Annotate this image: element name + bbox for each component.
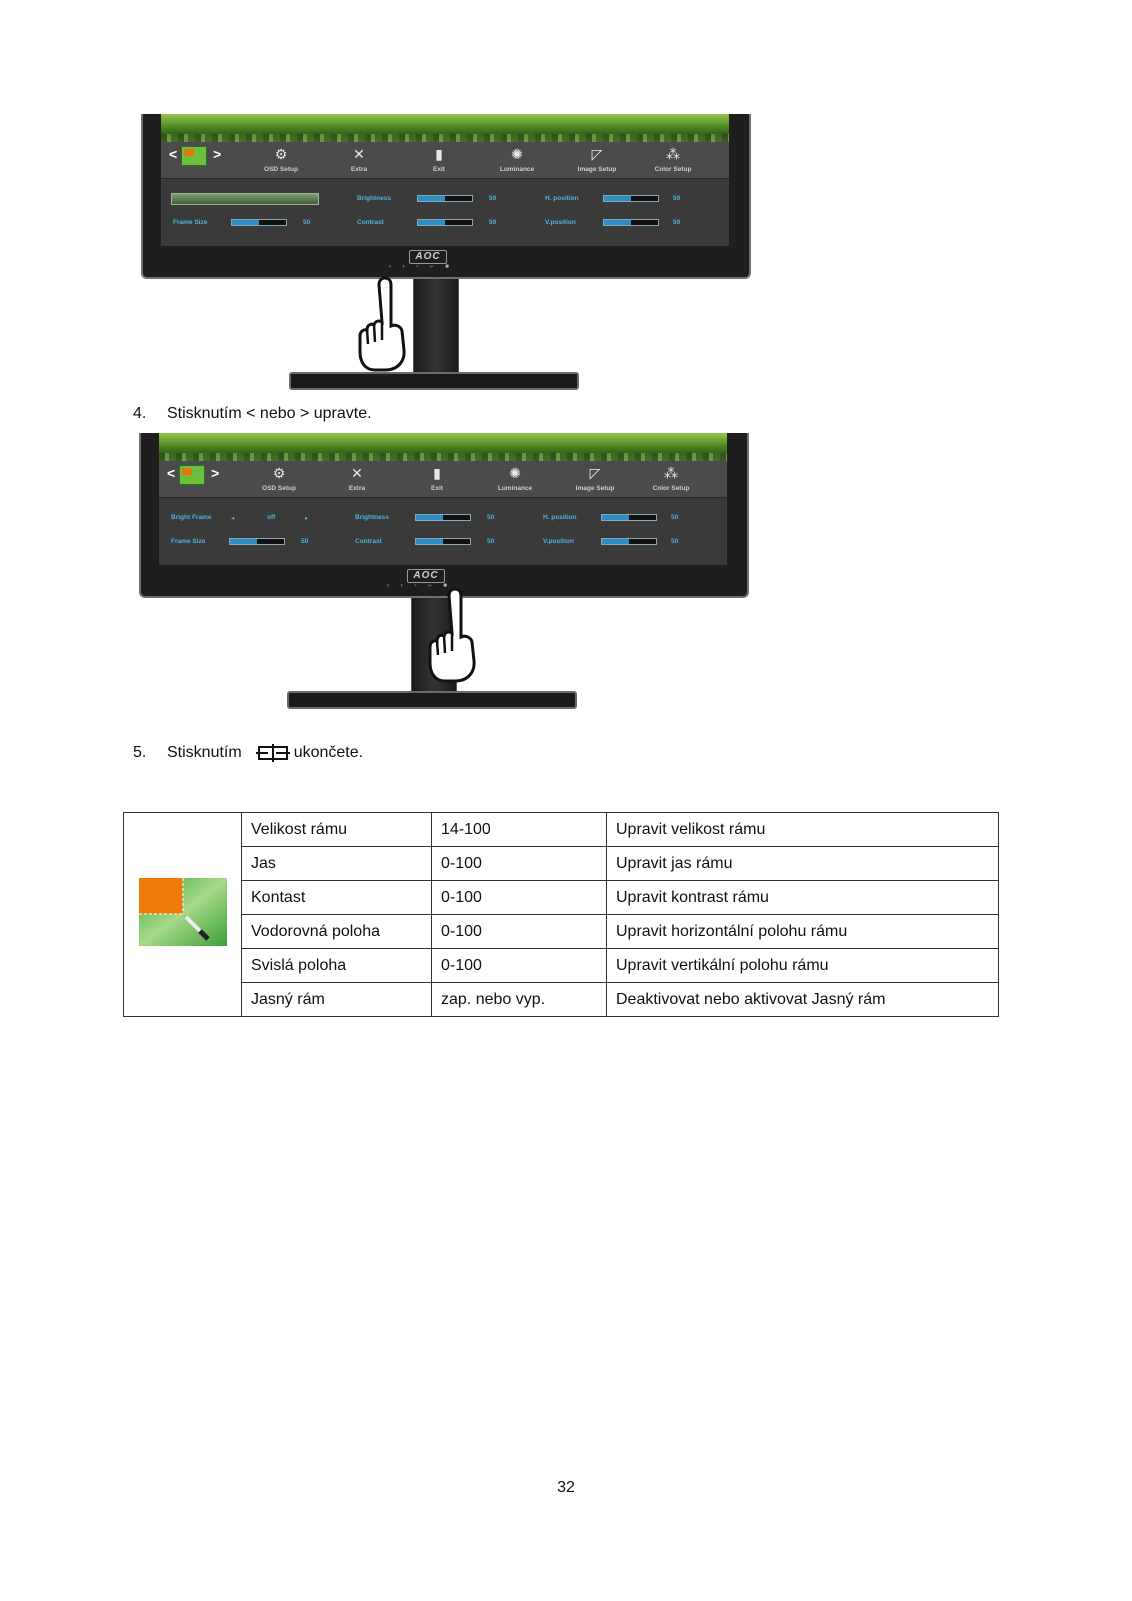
screen-scenery <box>161 114 729 142</box>
osd-label-h-position: H. position <box>545 195 579 202</box>
bar-fill <box>416 539 443 544</box>
luminance-icon: ✺ <box>511 146 523 162</box>
osd-label-brightness: Brightness <box>357 195 391 202</box>
osd-settings <box>161 179 729 246</box>
table-row <box>124 813 999 847</box>
setting-description: Upravit vertikální polohu rámu <box>607 949 999 983</box>
osd-tab-label: Color Setup <box>654 166 692 173</box>
osd-left-arrow: ◂ <box>231 515 235 522</box>
v-position-bar <box>601 538 657 545</box>
osd-tab-label: Exit <box>431 485 443 492</box>
osd-setup-icon: ⚙ <box>272 465 286 481</box>
picture-boost-icon <box>181 146 207 166</box>
osd-label-brightness: Brightness <box>355 514 389 521</box>
monitor-buttons: ‹ › ▫ ⌐ ■ <box>389 264 449 270</box>
setting-name: Jasný rám <box>242 983 432 1017</box>
setting-range: 0-100 <box>432 847 607 881</box>
brightness-bar <box>417 195 473 202</box>
osd-label-v-position: V.position <box>545 219 576 226</box>
osd-value-brightness: 50 <box>487 514 495 521</box>
table-row <box>124 949 999 983</box>
osd-tab-osd-setup <box>239 461 319 497</box>
step-text-after: ukončete. <box>293 744 364 762</box>
osd-value-h-position: 50 <box>671 514 679 521</box>
setting-description: Upravit horizontální polohu rámu <box>607 915 999 949</box>
osd-tab-exit <box>399 142 479 178</box>
chevron-left-icon: < <box>169 146 178 162</box>
setting-range: 0-100 <box>432 881 607 915</box>
monitor-illustration-2 <box>139 433 749 718</box>
frame-settings-table <box>123 812 999 1017</box>
table-row <box>124 983 999 1017</box>
pointing-hand-icon <box>355 274 411 374</box>
osd-tab-label: OSD Setup <box>264 166 298 173</box>
osd-tab-luminance <box>477 142 557 178</box>
chevron-left-icon: < <box>167 465 176 481</box>
screen-scenery <box>159 433 727 461</box>
osd-label-frame-size: Frame Size <box>171 538 206 545</box>
brightness-bar <box>415 514 471 521</box>
osd-settings <box>159 498 727 565</box>
setting-name: Jas <box>242 847 432 881</box>
contrast-bar <box>417 219 473 226</box>
setting-range: 14-100 <box>432 813 607 847</box>
selected-row-highlight <box>171 193 319 205</box>
osd-tab-color-setup <box>633 142 713 178</box>
monitor-stand-base <box>289 372 579 390</box>
v-position-bar <box>603 219 659 226</box>
bar-fill <box>602 539 629 544</box>
monitor-illustration-1 <box>141 114 751 399</box>
monitor-stand-base <box>287 691 577 709</box>
osd-screen <box>161 114 729 246</box>
setting-name: Vodorovná poloha <box>242 915 432 949</box>
extra-icon: ✕ <box>353 146 365 162</box>
extra-icon: ✕ <box>351 465 363 481</box>
osd-value-contrast: 50 <box>487 538 495 545</box>
frame-size-bar <box>231 219 287 226</box>
monitor-buttons: ‹ › ▫ ⌐ ■ <box>387 583 447 589</box>
step-5 <box>133 744 363 762</box>
step-number: 5. <box>133 744 147 762</box>
osd-value-frame-size: 50 <box>301 538 309 545</box>
exit-icon: ▮ <box>433 465 441 481</box>
image-setup-icon: ◸ <box>591 146 603 162</box>
color-setup-icon: ⁂ <box>666 146 680 162</box>
osd-tab-label: Exit <box>433 166 445 173</box>
osd-value-bright-frame: off <box>267 514 276 521</box>
setting-name: Velikost rámu <box>242 813 432 847</box>
osd-label-contrast: Contrast <box>355 538 382 545</box>
bar-fill <box>232 220 259 225</box>
osd-value-v-position: 50 <box>671 538 679 545</box>
table-row <box>124 847 999 881</box>
picture-boost-icon <box>179 465 205 485</box>
osd-right-arrow: ▸ <box>305 515 309 522</box>
osd-tab-bar <box>159 461 727 498</box>
osd-tab-label: Extra <box>348 485 366 492</box>
osd-tab-color-setup <box>631 461 711 497</box>
osd-label-contrast: Contrast <box>357 219 384 226</box>
image-setup-icon: ◸ <box>589 465 601 481</box>
step-text-before: Stisknutím <box>167 744 242 762</box>
step-number: 4. <box>133 405 147 422</box>
osd-tab-image-setup <box>555 461 635 497</box>
bar-fill <box>604 196 631 201</box>
exit-button-icon <box>256 744 290 762</box>
table-icon-cell <box>124 813 242 1017</box>
osd-screen <box>159 433 727 565</box>
osd-tab-label: Luminance <box>497 485 533 492</box>
setting-range: 0-100 <box>432 915 607 949</box>
chevron-right-icon: > <box>213 146 222 162</box>
bar-fill <box>230 539 257 544</box>
bar-fill <box>418 196 445 201</box>
osd-label-h-position: H. position <box>543 514 577 521</box>
osd-tab-luminance <box>475 461 555 497</box>
frame-size-bar <box>229 538 285 545</box>
setting-range: 0-100 <box>432 949 607 983</box>
exit-icon: ▮ <box>435 146 443 162</box>
osd-setup-icon: ⚙ <box>274 146 288 162</box>
osd-value-contrast: 50 <box>489 219 497 226</box>
osd-tab-extra <box>317 461 397 497</box>
osd-tab-exit <box>397 461 477 497</box>
color-setup-icon: ⁂ <box>664 465 678 481</box>
bar-fill <box>604 220 631 225</box>
osd-tab-extra <box>319 142 399 178</box>
setting-name: Svislá poloha <box>242 949 432 983</box>
pointing-hand-icon <box>425 585 481 685</box>
osd-value-brightness: 50 <box>489 195 497 202</box>
aoc-logo: AOC <box>409 250 447 264</box>
contrast-bar <box>415 538 471 545</box>
step-4 <box>133 405 372 423</box>
bar-fill <box>602 515 629 520</box>
luminance-icon: ✺ <box>509 465 521 481</box>
osd-label-frame-size: Frame Size <box>173 219 208 226</box>
picture-boost-icon <box>138 877 228 947</box>
setting-name: Kontast <box>242 881 432 915</box>
setting-description: Upravit velikost rámu <box>607 813 999 847</box>
bar-fill <box>418 220 445 225</box>
step-text: Stisknutím < nebo > upravte. <box>167 405 372 422</box>
setting-description: Upravit kontrast rámu <box>607 881 999 915</box>
osd-label-bright-frame: Bright Frame <box>171 514 212 521</box>
osd-tab-label: OSD Setup <box>262 485 296 492</box>
h-position-bar <box>601 514 657 521</box>
osd-value-frame-size: 50 <box>303 219 311 226</box>
aoc-logo: AOC <box>407 569 445 583</box>
osd-label-v-position: V.position <box>543 538 574 545</box>
osd-tab-osd-setup <box>241 142 321 178</box>
osd-value-h-position: 50 <box>673 195 681 202</box>
osd-tab-label: Luminance <box>499 166 535 173</box>
table-row <box>124 915 999 949</box>
page-number: 32 <box>557 1479 575 1496</box>
monitor-stand-neck <box>413 279 459 379</box>
setting-range: zap. nebo vyp. <box>432 983 607 1017</box>
chevron-right-icon: > <box>211 465 220 481</box>
table-row <box>124 881 999 915</box>
setting-description: Deaktivovat nebo aktivovat Jasný rám <box>607 983 999 1017</box>
osd-tab-image-setup <box>557 142 637 178</box>
osd-tab-label: Extra <box>350 166 368 173</box>
h-position-bar <box>603 195 659 202</box>
osd-tab-label: Image Setup <box>575 485 615 492</box>
bar-fill <box>416 515 443 520</box>
osd-value-v-position: 50 <box>673 219 681 226</box>
osd-tab-label: Image Setup <box>577 166 617 173</box>
osd-tab-label: Color Setup <box>652 485 690 492</box>
osd-tab-bar <box>161 142 729 179</box>
setting-description: Upravit jas rámu <box>607 847 999 881</box>
